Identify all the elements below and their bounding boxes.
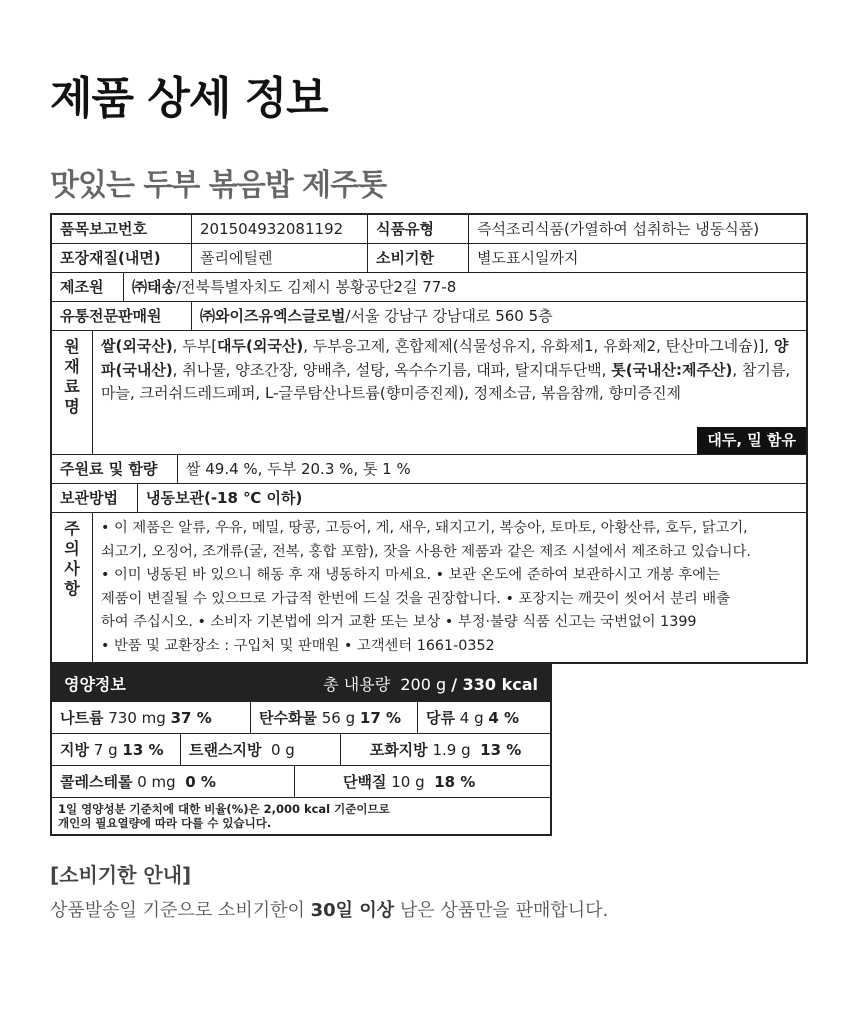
info-row-report: [52, 215, 806, 244]
nutrition-row-1: [52, 701, 550, 733]
info-row-caution: [52, 513, 806, 662]
nutrient-fat: 지방 7 g 13 %: [60, 740, 164, 759]
ingredients-text: 쌀(외국산), 두부[대두(외국산), 두부응고제, 혼합제제(식물성유지, 유화제1, 유화제2, 탄산마그네슘)], 양파(국내산), 취나물, 양조간장, 양배추, 설탕, 옥수수기름, 대파, 탈지대두단백, 톳(국내산:제주산), 참기름, 마늘, 크러쉬드레드페퍼, L-글루탐산나트륨(향미증진제), 정제소금, 볶음참깨, 향미증진제 대두, 밀 함유: [92, 331, 806, 454]
ingredients-label: 원 재 료 명: [64, 337, 80, 416]
nutrition-total: 총 내용량 200 g / 330 kcal: [323, 674, 538, 694]
nutrition-row-2: [52, 733, 550, 765]
info-row-distributor: [52, 302, 806, 331]
nutrient-transfat: 트랜스지방 0 g: [180, 734, 340, 765]
storage-value: 냉동보관(-18 ℃ 이하): [137, 484, 806, 512]
product-name: 맛있는 두부 볶음밥 제주톳: [50, 168, 387, 203]
distributor-name: ㈜와이즈유엑스글로벌: [200, 307, 346, 325]
info-row-manufacturer: [52, 273, 806, 302]
page-title: 제품 상세 정보: [50, 73, 328, 124]
nutrient-sugar: 당류 4 g 4 %: [417, 702, 550, 733]
main-ratio-label: 주원료 및 함량: [60, 460, 158, 478]
manufacturer-label: 제조원: [60, 278, 104, 296]
distributor-address: /서울 강남구 강남대로 560 5층: [345, 307, 553, 325]
manufacturer-name: ㈜태송: [132, 278, 176, 296]
nutrition-table: [50, 663, 552, 836]
storage-label: 보관방법: [60, 489, 118, 507]
manufacturer-value: [123, 273, 806, 301]
product-info-table: [50, 213, 808, 664]
info-row-main-ratio: [52, 455, 806, 484]
report-no-value: 201504932081192: [191, 215, 367, 243]
info-row-packaging: [52, 244, 806, 273]
expiry-label: 소비기한: [367, 244, 468, 272]
main-ratio-value: 쌀 49.4 %, 두부 20.3 %, 톳 1 %: [177, 455, 806, 483]
expiry-value: 별도표시일까지: [468, 244, 806, 272]
caution-label: 주 의 사 항: [64, 519, 80, 598]
packaging-label: 포장재질(내면): [60, 249, 161, 267]
nutrient-cholesterol: 콜레스테롤 0 mg 0 %: [60, 772, 216, 791]
info-row-storage: [52, 484, 806, 513]
distributor-label: 유통전문판매원: [60, 307, 162, 325]
info-row-ingredients: [52, 331, 806, 455]
manufacturer-address: /전북특별자치도 김제시 봉황공단2길 77-8: [175, 278, 457, 296]
packaging-value: 폴리에틸렌: [191, 244, 367, 272]
nutrition-footnote: 1일 영양성분 기준치에 대한 비율(%)은 2,000 kcal 기준이므로 개인의 필요열량에 따라 다를 수 있습니다.: [52, 797, 550, 834]
nutrient-sodium: 나트륨 730 mg 37 %: [60, 708, 212, 727]
nutrient-carbs: 탄수화물 56 g 17 %: [250, 702, 417, 733]
nutrient-protein: 단백질 10 g 18 %: [294, 766, 550, 797]
food-type-value: 즉석조리식품(가열하여 섭취하는 냉동식품): [468, 215, 806, 243]
expiry-notice-text: 상품발송일 기준으로 소비기한이 30일 이상 남은 상품만을 판매합니다.: [50, 900, 609, 921]
distributor-value: [191, 302, 806, 330]
expiry-notice-title: [소비기한 안내]: [50, 863, 192, 887]
nutrition-title: 영양정보: [64, 674, 126, 694]
nutrient-satfat: 포화지방 1.9 g 13 %: [340, 734, 550, 765]
food-type-label: 식품유형: [367, 215, 468, 243]
nutrition-row-3: [52, 765, 550, 797]
caution-text: • 이 제품은 알류, 우유, 메밀, 땅콩, 고등어, 게, 새우, 돼지고기, 복숭아, 토마토, 아황산류, 호두, 닭고기, 쇠고기, 오징어, 조개류(굴, 전복, 홍합 포함), 잣을 사용한 제품과 같은 제조 시설에서 제조하고 있습니다. • 이미 냉동된 바 있으니 해동 후 재 냉동하지 마세요. • 보관 온도에 준하여 보관하시고 개봉 후에는 제품이 변질될 수 있으므로 가급적 한번에 드실 것을 권장합니다. • 포장지는 깨끗이 씻어서 분리 배출 하여 주십시오. • 소비자 기본법에 의거 교환 또는 보상 • 부정·불량 식품 신고는 국번없이 1399 • 반품 및 교환장소 : 구입처 및 판매원 • 고객센터 1661-0352: [92, 513, 806, 662]
nutrition-header: [52, 665, 550, 701]
allergen-badge: 대두, 밀 함유: [697, 427, 806, 455]
report-no-label: 품목보고번호: [60, 220, 147, 238]
